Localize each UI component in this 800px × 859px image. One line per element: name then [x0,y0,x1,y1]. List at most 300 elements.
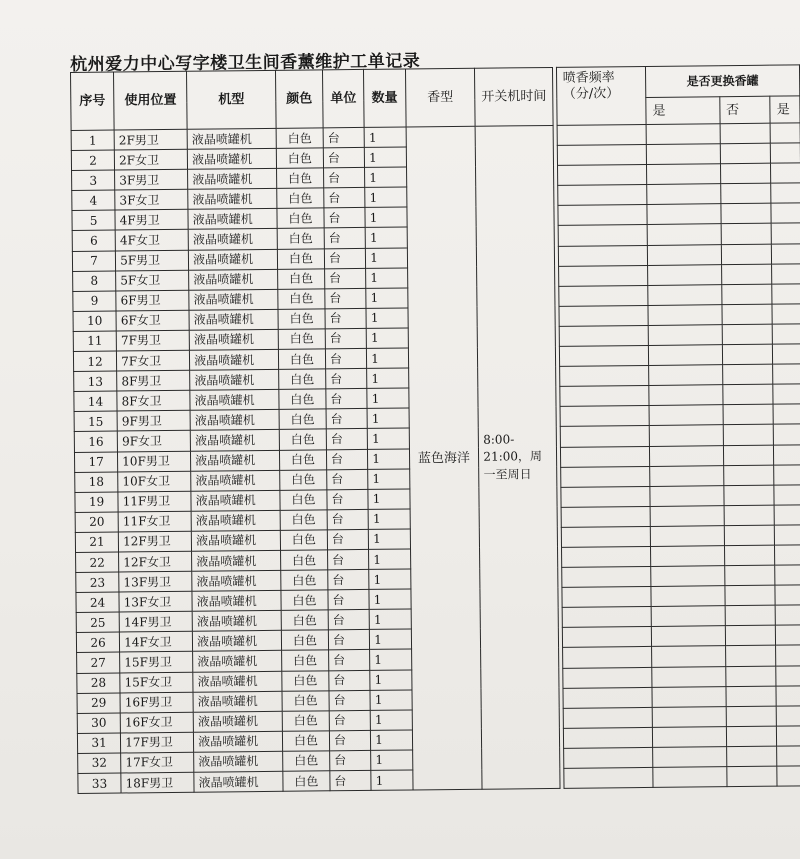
row-location-cell: 14F女卫 [120,632,193,653]
spray-frequency-cell[interactable] [563,727,653,748]
row-location-cell: 2F女卫 [114,149,187,170]
replace-no-cell[interactable] [720,123,771,144]
spray-frequency-cell[interactable] [558,265,648,286]
row-index-cell: 12 [73,351,116,372]
row-location-cell: 11F男卫 [118,491,191,512]
replace-no-cell[interactable] [722,324,773,345]
row-unit-cell: 台 [328,590,369,611]
row-index-cell: 19 [75,492,118,513]
spray-frequency-cell[interactable] [557,145,647,166]
row-index-cell: 32 [78,753,121,774]
row-color-cell: 白色 [277,228,324,249]
row-unit-cell: 台 [326,409,367,430]
replace-yes-cell[interactable] [649,385,723,406]
row-quantity-cell: 1 [371,730,412,751]
row-unit-cell: 台 [324,208,365,229]
maintenance-table [70,64,800,794]
row-unit-cell: 台 [327,509,368,530]
replace-yes-2-cell[interactable] [777,706,800,726]
row-model-cell: 液晶喷罐机 [193,631,282,652]
row-index-cell: 11 [73,331,116,352]
row-index-cell: 9 [73,291,116,312]
row-unit-cell: 台 [325,288,366,309]
replace-yes-2-cell[interactable] [774,505,800,525]
row-model-cell: 液晶喷罐机 [193,651,282,672]
spray-frequency-cell[interactable] [560,466,650,487]
row-quantity-cell: 1 [370,690,411,711]
row-unit-cell: 台 [324,228,365,249]
row-location-cell: 13F男卫 [119,571,192,592]
row-color-cell: 白色 [282,650,329,671]
row-unit-cell: 台 [326,429,367,450]
row-quantity-cell: 1 [365,167,406,188]
replace-no-cell[interactable] [723,465,774,486]
row-color-cell: 白色 [279,369,326,390]
row-unit-cell: 台 [329,730,370,751]
row-model-cell: 液晶喷罐机 [188,169,277,190]
spray-frequency-cell[interactable] [562,667,652,688]
replace-yes-2-cell[interactable] [773,364,800,384]
spray-frequency-cell[interactable] [557,124,647,145]
row-index-cell: 23 [76,572,119,593]
row-model-cell: 液晶喷罐机 [187,148,276,169]
replace-yes-cell[interactable] [647,204,721,225]
replace-no-cell[interactable] [724,525,775,546]
replace-yes-cell[interactable] [650,505,724,526]
spray-frequency-cell[interactable] [557,185,647,206]
row-location-cell: 17F男卫 [121,732,194,753]
row-quantity-cell: 1 [370,710,411,731]
row-index-cell: 30 [77,713,120,734]
header-color: 颜色 [275,70,323,128]
replace-yes-cell[interactable] [651,566,725,587]
replace-no-cell[interactable] [725,646,776,667]
spray-frequency-cell[interactable] [563,767,653,788]
replace-yes-2-cell[interactable] [776,665,800,685]
row-unit-cell: 台 [328,630,369,651]
row-quantity-cell: 1 [366,308,407,329]
row-color-cell: 白色 [279,449,326,470]
row-color-cell: 白色 [279,409,326,430]
replace-no-cell[interactable] [721,284,772,305]
row-index-cell: 2 [71,150,114,171]
replace-yes-2-cell[interactable] [773,324,800,344]
row-location-cell: 3F男卫 [115,169,188,190]
row-location-cell: 9F女卫 [117,431,190,452]
replace-yes-cell[interactable] [652,726,726,747]
row-quantity-cell: 1 [368,469,409,490]
row-unit-cell: 台 [325,328,366,349]
replace-yes-2-cell[interactable] [775,605,800,625]
fragrance-cell: 蓝色海洋 [406,126,483,790]
replace-yes-cell[interactable] [647,224,721,245]
row-unit-cell: 台 [327,549,368,570]
row-quantity-cell: 1 [365,227,406,248]
row-index-cell: 5 [72,210,115,231]
replace-yes-cell[interactable] [652,666,726,687]
replace-yes-2-cell[interactable] [771,223,800,243]
row-color-cell: 白色 [278,349,325,370]
header-spray-frequency [556,66,646,125]
header-spray-frequency-label: 喷香频率 [562,70,615,86]
replace-no-cell[interactable] [721,244,772,265]
replace-yes-cell[interactable] [653,767,727,788]
row-model-cell: 液晶喷罐机 [194,751,283,772]
row-model-cell: 液晶喷罐机 [188,189,277,210]
header-spray-frequency-unit: （分/次） [562,86,620,103]
row-location-cell: 17F女卫 [121,752,194,773]
replace-yes-2-cell[interactable] [771,143,800,163]
row-model-cell: 液晶喷罐机 [189,309,278,330]
row-quantity-cell: 1 [369,529,410,550]
replace-no-cell[interactable] [720,183,771,204]
replace-no-cell[interactable] [722,304,773,325]
spray-frequency-cell[interactable] [562,607,652,628]
row-quantity-cell: 1 [370,649,411,670]
row-quantity-cell: 1 [366,288,407,309]
row-color-cell: 白色 [278,289,325,310]
header-replace-canister: 是否更换香罐 [645,65,799,98]
spray-frequency-cell[interactable] [561,567,651,588]
header-index: 序号 [71,72,115,130]
replace-yes-cell[interactable] [649,365,723,386]
replace-yes-2-cell[interactable] [773,404,800,424]
header-unit: 单位 [322,69,364,127]
row-index-cell: 21 [75,532,118,553]
spray-frequency-cell[interactable] [558,285,648,306]
replace-no-cell[interactable] [725,605,776,626]
replace-yes-2-cell[interactable] [775,585,800,605]
replace-yes-2-cell[interactable] [771,203,800,223]
replace-yes-cell[interactable] [648,345,722,366]
row-quantity-cell: 1 [368,448,409,469]
row-color-cell: 白色 [277,208,324,229]
row-location-cell: 7F男卫 [116,330,189,351]
row-index-cell: 16 [74,431,117,452]
row-unit-cell: 台 [327,469,368,490]
row-index-cell: 3 [72,170,115,191]
replace-no-cell[interactable] [721,224,772,245]
row-index-cell: 14 [74,391,117,412]
replace-yes-2-cell[interactable] [772,264,800,284]
row-model-cell: 液晶喷罐机 [190,430,279,451]
row-model-cell: 液晶喷罐机 [191,470,280,491]
row-color-cell: 白色 [282,731,329,752]
row-location-cell: 4F女卫 [115,230,188,251]
replace-yes-2-cell[interactable] [777,726,800,746]
header-location: 使用位置 [114,71,188,130]
spray-frequency-cell[interactable] [559,386,649,407]
spray-frequency-cell[interactable] [562,647,652,668]
row-index-cell: 17 [74,452,117,473]
row-quantity-cell: 1 [371,770,412,791]
row-model-cell: 液晶喷罐机 [192,611,281,632]
row-unit-cell: 台 [324,188,365,209]
replace-yes-2-cell[interactable] [774,444,800,464]
row-quantity-cell: 1 [364,127,405,148]
replace-yes-2-cell[interactable] [771,183,800,203]
replace-yes-2-cell[interactable] [774,485,800,505]
replace-yes-2-cell[interactable] [775,525,800,545]
replace-no-cell[interactable] [720,143,771,164]
row-unit-cell: 台 [326,389,367,410]
replace-yes-cell[interactable] [646,144,720,165]
replace-no-cell[interactable] [720,163,771,184]
spray-frequency-cell[interactable] [559,345,649,366]
replace-yes-2-cell[interactable] [773,384,800,404]
replace-no-cell[interactable] [724,485,775,506]
replace-no-cell[interactable] [726,726,777,747]
header-quantity: 数量 [364,69,406,127]
spray-frequency-cell[interactable] [561,506,651,527]
replace-yes-2-cell[interactable] [774,424,800,444]
replace-yes-2-cell[interactable] [775,565,800,585]
replace-yes-cell[interactable] [650,546,724,567]
row-model-cell: 液晶喷罐机 [190,390,279,411]
replace-yes-2-cell[interactable] [773,344,800,364]
replace-no-cell[interactable] [725,625,776,646]
spray-frequency-cell[interactable] [559,305,649,326]
replace-yes-cell[interactable] [648,264,722,285]
replace-yes-cell[interactable] [650,526,724,547]
row-model-cell: 液晶喷罐机 [189,269,278,290]
replace-yes-cell[interactable] [649,445,723,466]
row-unit-cell: 台 [330,770,371,791]
row-unit-cell: 台 [328,569,369,590]
replace-yes-cell[interactable] [649,425,723,446]
row-unit-cell: 台 [327,529,368,550]
header-replace-yes-2: 是 [770,96,800,123]
spray-frequency-cell[interactable] [562,587,652,608]
row-index-cell: 6 [72,231,115,252]
row-color-cell: 白色 [280,510,327,531]
row-color-cell: 白色 [282,711,329,732]
row-index-cell: 8 [73,271,116,292]
replace-yes-2-cell[interactable] [774,464,800,484]
header-on-off-time: 开关机时间 [475,67,553,126]
row-color-cell: 白色 [280,550,327,571]
row-location-cell: 7F女卫 [117,350,190,371]
spray-frequency-cell[interactable] [557,165,647,186]
row-location-cell: 12F女卫 [119,551,192,572]
row-index-cell: 25 [76,612,119,633]
row-quantity-cell: 1 [369,589,410,610]
replace-yes-cell[interactable] [650,465,724,486]
replace-no-cell[interactable] [723,425,774,446]
replace-yes-cell[interactable] [651,586,725,607]
header-fragrance: 香型 [405,68,475,127]
replace-no-cell[interactable] [725,666,776,687]
replace-yes-cell[interactable] [647,244,721,265]
replace-yes-cell[interactable] [649,405,723,426]
replace-yes-2-cell[interactable] [777,746,800,766]
spray-frequency-cell[interactable] [563,687,653,708]
row-model-cell: 液晶喷罐机 [191,510,280,531]
row-index-cell: 22 [76,552,119,573]
row-unit-cell: 台 [325,348,366,369]
row-unit-cell: 台 [328,610,369,631]
row-quantity-cell: 1 [367,348,408,369]
replace-no-cell[interactable] [721,264,772,285]
row-model-cell: 液晶喷罐机 [191,530,280,551]
row-location-cell: 8F女卫 [117,390,190,411]
row-index-cell: 33 [78,773,121,794]
row-color-cell: 白色 [278,329,325,350]
row-unit-cell: 台 [323,168,364,189]
row-quantity-cell: 1 [370,669,411,690]
row-location-cell: 5F男卫 [116,250,189,271]
row-unit-cell: 台 [323,148,364,169]
replace-yes-2-cell[interactable] [771,163,800,183]
row-index-cell: 27 [77,652,120,673]
row-model-cell: 液晶喷罐机 [190,410,279,431]
row-unit-cell: 台 [330,750,371,771]
replace-no-cell[interactable] [724,545,775,566]
row-index-cell: 26 [76,632,119,653]
row-color-cell: 白色 [280,490,327,511]
replace-yes-cell[interactable] [648,284,722,305]
document-title: 杭州爱力中心写字楼卫生间香薰维护工单记录 [70,51,421,75]
replace-yes-cell[interactable] [652,706,726,727]
spray-frequency-cell[interactable] [560,426,650,447]
row-color-cell: 白色 [282,670,329,691]
row-color-cell: 白色 [283,751,330,772]
row-quantity-cell: 1 [368,509,409,530]
row-unit-cell: 台 [329,690,370,711]
spray-frequency-cell[interactable] [563,747,653,768]
row-location-cell: 18F男卫 [121,772,194,793]
row-location-cell: 2F男卫 [114,129,187,150]
row-color-cell: 白色 [280,530,327,551]
replace-yes-cell[interactable] [648,305,722,326]
row-location-cell: 6F男卫 [116,290,189,311]
row-quantity-cell: 1 [369,569,410,590]
replace-yes-2-cell[interactable] [775,545,800,565]
row-quantity-cell: 1 [367,428,408,449]
replace-no-cell[interactable] [724,505,775,526]
replace-yes-2-cell[interactable] [777,766,800,786]
row-unit-cell: 台 [329,650,370,671]
row-unit-cell: 台 [326,369,367,390]
row-model-cell: 液晶喷罐机 [192,590,281,611]
header-replace-no: 否 [719,96,770,124]
row-color-cell: 白色 [278,309,325,330]
spray-frequency-cell[interactable] [561,546,651,567]
replace-no-cell[interactable] [724,565,775,586]
replace-yes-2-cell[interactable] [770,123,800,143]
row-location-cell: 15F男卫 [120,652,193,673]
replace-no-cell[interactable] [722,344,773,365]
replace-yes-cell[interactable] [652,686,726,707]
row-model-cell: 液晶喷罐机 [187,128,276,149]
replace-no-cell[interactable] [725,585,776,606]
replace-yes-cell[interactable] [652,646,726,667]
spray-frequency-cell[interactable] [560,446,650,467]
replace-yes-cell[interactable] [651,606,725,627]
replace-no-cell[interactable] [726,746,777,767]
row-quantity-cell: 1 [365,187,406,208]
replace-no-cell[interactable] [722,364,773,385]
replace-yes-cell[interactable] [646,164,720,185]
row-color-cell: 白色 [276,168,323,189]
row-color-cell: 白色 [277,188,324,209]
replace-yes-2-cell[interactable] [776,685,800,705]
spray-frequency-cell[interactable] [560,486,650,507]
row-quantity-cell: 1 [366,248,407,269]
spray-frequency-cell[interactable] [558,205,648,226]
replace-yes-2-cell[interactable] [772,284,800,304]
row-quantity-cell: 1 [367,408,408,429]
replace-yes-cell[interactable] [647,184,721,205]
row-unit-cell: 台 [326,449,367,470]
row-index-cell: 4 [72,190,115,211]
row-index-cell: 28 [77,673,120,694]
row-index-cell: 15 [74,411,117,432]
header-replace-yes: 是 [646,97,720,125]
replace-yes-cell[interactable] [650,485,724,506]
row-unit-cell: 台 [324,248,365,269]
spray-frequency-cell[interactable] [563,707,653,728]
spray-frequency-cell[interactable] [561,526,651,547]
row-model-cell: 液晶喷罐机 [192,550,281,571]
replace-yes-2-cell[interactable] [772,304,800,324]
row-color-cell: 白色 [279,429,326,450]
row-quantity-cell: 1 [366,328,407,349]
row-location-cell: 6F女卫 [116,310,189,331]
replace-no-cell[interactable] [722,384,773,405]
replace-yes-2-cell[interactable] [776,625,800,645]
replace-no-cell[interactable] [721,204,772,225]
spray-frequency-cell[interactable] [558,245,648,266]
spray-frequency-cell[interactable] [559,325,649,346]
row-quantity-cell: 1 [365,147,406,168]
row-color-cell: 白色 [281,630,328,651]
replace-no-cell[interactable] [726,706,777,727]
replace-yes-cell[interactable] [648,325,722,346]
replace-yes-2-cell[interactable] [772,243,800,263]
row-index-cell: 10 [73,311,116,332]
replace-yes-cell[interactable] [651,626,725,647]
spray-frequency-cell[interactable] [560,406,650,427]
row-location-cell: 10F女卫 [118,471,191,492]
replace-yes-cell[interactable] [653,747,727,768]
row-quantity-cell: 1 [370,629,411,650]
row-model-cell: 液晶喷罐机 [193,691,282,712]
row-color-cell: 白色 [279,389,326,410]
row-color-cell: 白色 [280,469,327,490]
row-model-cell: 液晶喷罐机 [194,771,283,792]
replace-no-cell[interactable] [726,766,777,787]
row-model-cell: 液晶喷罐机 [189,249,278,270]
replace-no-cell[interactable] [723,445,774,466]
spray-frequency-cell[interactable] [558,225,648,246]
row-color-cell: 白色 [282,690,329,711]
spray-frequency-cell[interactable] [559,366,649,387]
row-color-cell: 白色 [281,610,328,631]
row-unit-cell: 台 [325,308,366,329]
row-unit-cell: 台 [327,489,368,510]
table-body [71,123,800,794]
row-index-cell: 18 [75,472,118,493]
row-model-cell: 液晶喷罐机 [193,711,282,732]
replace-no-cell[interactable] [726,686,777,707]
replace-yes-2-cell[interactable] [776,645,800,665]
replace-no-cell[interactable] [723,404,774,425]
spray-frequency-cell[interactable] [562,627,652,648]
row-color-cell: 白色 [276,148,323,169]
replace-yes-cell[interactable] [646,124,720,145]
row-location-cell: 10F男卫 [118,451,191,472]
